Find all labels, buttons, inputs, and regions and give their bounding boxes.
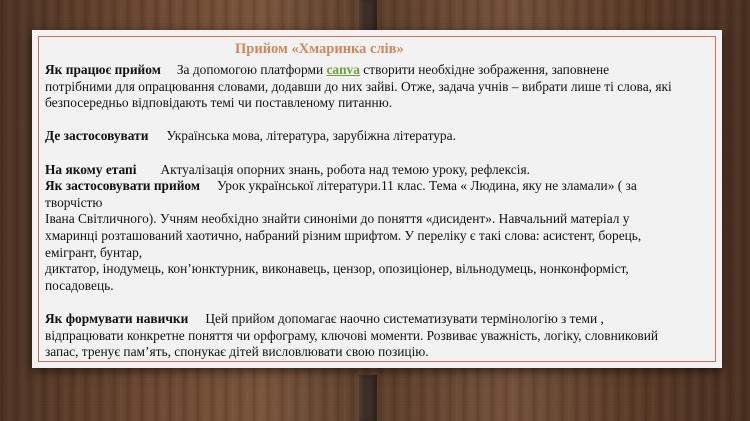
how-to-apply-line1 [45, 178, 637, 195]
where-to-use-label: Де застосовувати [45, 128, 149, 144]
how-it-works-text-after: створити необхідне зображення, заповнене [359, 62, 610, 77]
where-to-use-line [45, 128, 456, 145]
how-it-works-line3: безпосередньо відповідають темі чи поставленому питанню. [45, 95, 393, 111]
how-it-works-line1 [45, 62, 609, 79]
how-to-apply-line2: творчістю [45, 194, 103, 210]
skills-label: Як формувати навички [45, 311, 189, 326]
wooden-post-bottom [359, 375, 377, 421]
how-to-apply-label: Як застосовувати прийом [45, 178, 200, 194]
slide-title: Прийом «Хмаринка слів» [235, 41, 404, 57]
how-to-apply-line7: посадовець. [45, 277, 114, 293]
how-it-works-line2: потрібними для опрацювання словами, додавши до них зайві. Отже, задача учнів – вибрати лише ті слова, які [45, 78, 672, 94]
how-to-apply-line5: емігрант, бунтар, [45, 244, 143, 260]
how-it-works-label: Як працює прийом [45, 62, 161, 77]
how-it-works-text-before: За допомогою платформи [176, 62, 327, 77]
skills-text1: Цей прийом допомагає наочно систематизувати термінологію з теми , [205, 311, 604, 326]
how-to-apply-line3: Івана Світличного). Учням необхідно знайти синоніми до поняття «дисидент». Навчальний матеріал у [45, 211, 630, 227]
stage-line [45, 162, 530, 179]
canva-link[interactable]: canva [326, 62, 360, 77]
skills-line1 [45, 311, 604, 328]
stage-label: На якому етапі [45, 161, 137, 177]
stage-text: Актуалізація опорних знань, робота над темою уроку, рефлексія. [160, 161, 530, 177]
skills-line2: відпрацювати конкретне поняття чи орфограму, ключові моменти. Розвиває уважність, логіку, словниковий [45, 327, 659, 343]
how-to-apply-line4: хмаринці розташований хаотично, набраний різним шрифтом. У переліку є такі слова: асистент, борець, [45, 228, 642, 243]
slide-panel [32, 30, 722, 368]
skills-line3: запас, тренує пам’ять, спонукає дітей висловлювати свою позицію. [45, 344, 429, 360]
how-to-apply-line6: диктатор, інодумець, кон’юнктурник, виконавець, цензор, опозиціонер, вільнодумець, нонконформіст, [45, 261, 629, 277]
where-to-use-text: Українська мова, література, зарубіжна література. [166, 128, 456, 144]
how-to-apply-text1: Урок української літератури.11 клас. Тема « Людина, яку не зламали» ( за [217, 178, 637, 194]
wooden-post-top [359, 0, 377, 34]
